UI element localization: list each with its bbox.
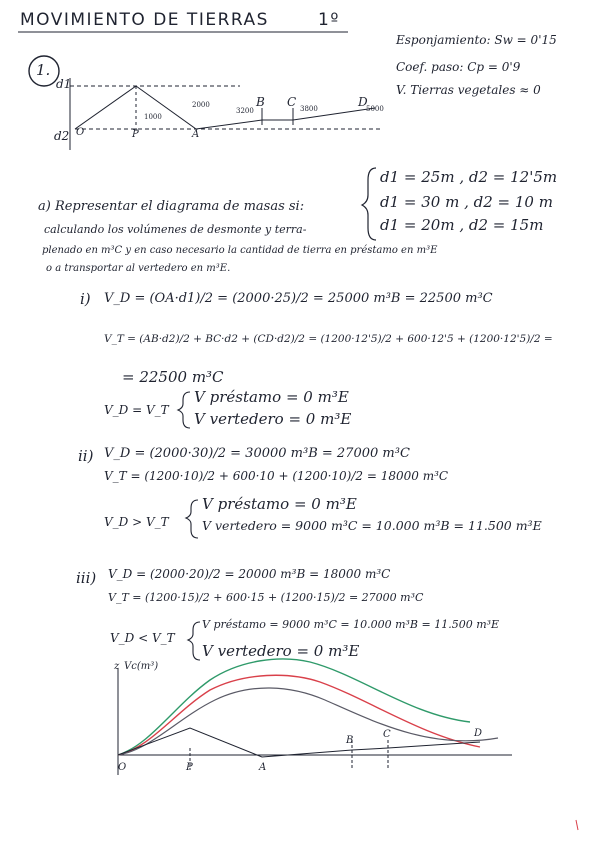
label-d: D xyxy=(358,95,368,109)
profile-rise xyxy=(75,86,136,129)
case-iii-vt: V_T = (1200·15)/2 + 600·15 + (1200·15)/2 = 27000 m³C xyxy=(108,591,424,604)
mass-label-a: A xyxy=(259,762,267,773)
case-iii-vd: V_D = (2000·20)/2 = 20000 m³B = 18000 m³C xyxy=(108,567,391,581)
label-d2: d2 xyxy=(54,129,70,143)
mass-diagram xyxy=(118,659,512,775)
stray-mark xyxy=(576,820,578,830)
case-ii-label: ii) xyxy=(78,447,94,465)
question-line-3: plenado en m³C y en caso necesario la cantidad de tierra en préstamo en m³E xyxy=(42,245,438,256)
problem-number: 1. xyxy=(36,61,51,79)
page-title: MOVIMIENTO DE TIERRAS xyxy=(20,10,269,30)
case-i-vertedero: V vertedero = 0 m³E xyxy=(194,410,352,428)
case-i-vt-result: = 22500 m³C xyxy=(122,368,224,386)
case-iii-prestamo: V préstamo = 9000 m³C = 10.000 m³B = 11.500 m³E xyxy=(202,618,500,631)
data-line-3: V. Tierras vegetales ≈ 0 xyxy=(396,83,541,97)
mass-label-d: D xyxy=(474,728,483,739)
case-iii-vertedero: V vertedero = 0 m³E xyxy=(202,642,360,660)
case-2-values: d1 = 30 m , d2 = 10 m xyxy=(380,193,553,211)
brace-case-iii xyxy=(188,622,200,660)
case-iii-label: iii) xyxy=(76,569,97,587)
profile-fill-1 xyxy=(196,120,262,129)
label-d1: d1 xyxy=(56,77,72,91)
case-i-vd: V_D = (OA·d1)/2 = (2000·25)/2 = 25000 m³B = 22500 m³C xyxy=(104,291,493,306)
mass-axis-arrow-label: z xyxy=(114,661,120,672)
brace-case-ii xyxy=(186,500,198,538)
mass-label-b: B xyxy=(346,735,354,746)
label-c: C xyxy=(287,95,297,109)
curve-case-i xyxy=(118,675,483,755)
case-ii-vd: V_D = (2000·30)/2 = 30000 m³B = 27000 m³C xyxy=(104,446,410,461)
cases-brace xyxy=(362,168,376,240)
mass-axis-label: Vc(m³) xyxy=(124,661,159,672)
page-part: 1º xyxy=(318,10,340,30)
label-a: A xyxy=(192,129,200,140)
dist-1000: 1000 xyxy=(144,113,162,121)
mass-label-o: O xyxy=(118,762,127,773)
question-line-2: calculando los volúmenes de desmonte y terra- xyxy=(44,223,307,236)
case-ii-vt: V_T = (1200·10)/2 + 600·10 + (1200·10)/2 = 18000 m³C xyxy=(104,469,449,483)
label-p: P xyxy=(132,129,139,140)
dist-2000: 2000 xyxy=(192,101,210,109)
data-line-2: Coef. paso: Cp = 0'9 xyxy=(396,60,521,74)
brace-case-i xyxy=(178,392,190,428)
case-i-vt: V_T = (AB·d2)/2 + BC·d2 + (CD·d2)/2 = (1200·12'5)/2 + 600·12'5 + (1200·12'5)/2 = xyxy=(104,333,553,345)
mass-label-p: P xyxy=(186,762,193,773)
case-i-prestamo: V préstamo = 0 m³E xyxy=(194,388,349,406)
case-3-values: d1 = 20m , d2 = 15m xyxy=(380,216,544,234)
case-i-compare: V_D = V_T xyxy=(104,403,169,417)
label-b: B xyxy=(256,95,265,109)
question-line-4: o a transportar al vertedero en m³E. xyxy=(46,263,231,274)
mass-label-c: C xyxy=(383,729,391,740)
label-o: O xyxy=(76,127,85,138)
case-ii-compare: V_D > V_T xyxy=(104,515,169,529)
dist-3800: 3800 xyxy=(300,105,318,113)
curve-profile xyxy=(118,728,483,757)
case-ii-vertedero: V vertedero = 9000 m³C = 10.000 m³B = 11.500 m³E xyxy=(202,518,542,533)
curve-case-ii xyxy=(118,659,470,755)
case-1-values: d1 = 25m , d2 = 12'5m xyxy=(380,168,558,186)
case-ii-prestamo: V préstamo = 0 m³E xyxy=(202,495,357,513)
case-iii-compare: V_D < V_T xyxy=(110,631,175,645)
profile-fall xyxy=(136,86,196,129)
data-line-1: Esponjamiento: Sw = 0'15 xyxy=(396,33,557,47)
terrain-profile xyxy=(70,78,380,150)
dist-3200: 3200 xyxy=(236,107,254,115)
dist-5000: 5000 xyxy=(366,105,384,113)
question-line-1: a) Representar el diagrama de masas si: xyxy=(38,199,305,214)
case-i-label: i) xyxy=(80,290,91,308)
